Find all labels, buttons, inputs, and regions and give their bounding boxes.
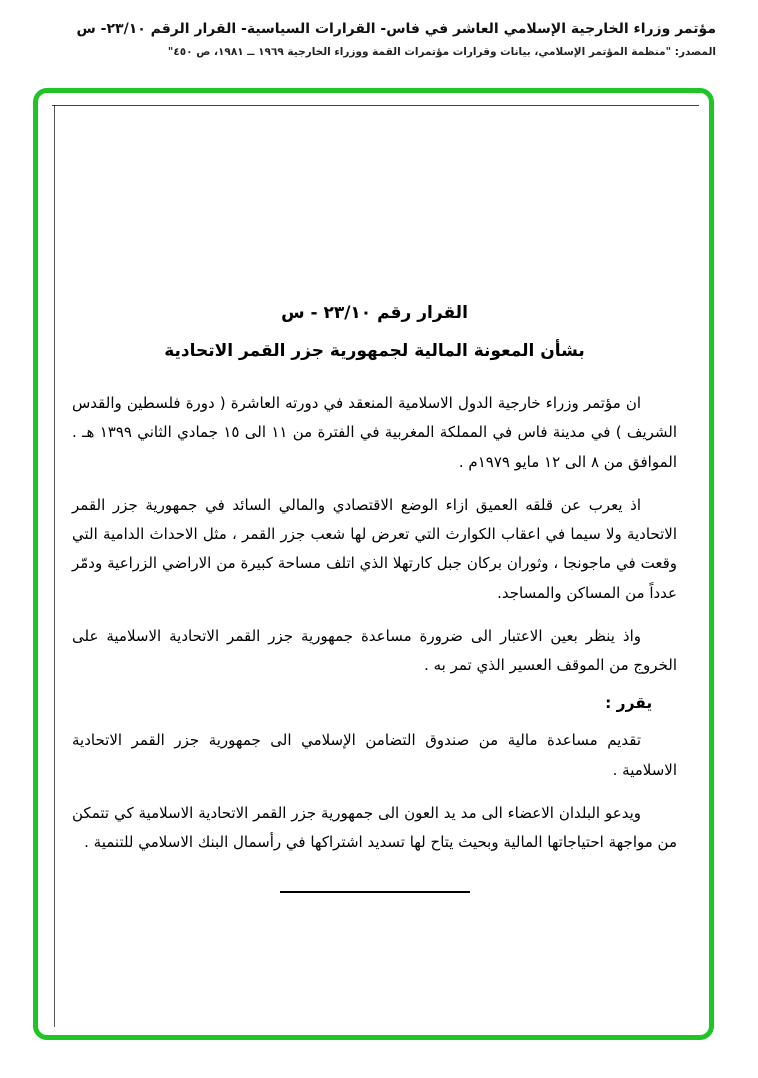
paragraph-preamble-session: ان مؤتمر وزراء خارجية الدول الاسلامية المنعقد في دورته العاشرة ( دورة فلسطين والقدس الشريف ) في مدينة فاس في المملكة المغربية في الفترة من ١١ الى ١٥ جمادي الثاني ١٣٩٩ هـ . الموافق من ٨ الى ١٢ مايو ١٩٧٩م . xyxy=(72,394,678,471)
document-content xyxy=(38,93,709,893)
paragraph-call-members: ويدعو البلدان الاعضاء الى مد يد العون الى جمهورية جزر القمر الاتحادية الاسلامية كي تتمكن من مواجهة احتياجاتها المالية وبحيث يتاح لها تسديد اشتراكها في رأسمال البنك الاسلامي للتنمية . xyxy=(72,803,677,851)
document-frame xyxy=(33,88,714,1040)
decision-label: يقرر : xyxy=(605,694,653,713)
header-source-line: المصدر: "منظمة المؤتمر الإسلامي، بيانات وقرارات مؤتمرات القمة ووزراء الخارجية ١٩٦٩ ــ ١٩٨١، ص ٤٥٠" xyxy=(167,45,716,58)
header-title: مؤتمر وزراء الخارجية الإسلامي العاشر في فاس- القرارات السياسية- القرار الرقم ٢٣/١٠- س xyxy=(76,21,716,37)
resolution-subtitle: بشأن المعونة المالية لجمهورية جزر القمر الاتحادية xyxy=(164,341,585,361)
paragraph-concern: اذ يعرب عن قلقه العميق ازاء الوضع الاقتصادي والمالي السائد في جمهورية جزر القمر الاتحادية ولا سيما في اعقاب الكوارث التي تعرض لها شعب جزر القمر ، مثل الاحداث الدامية التي وقعت في ماجونجا ، وثوران بركان جبل كارتهلا الذي اتلف مساحة كبيرة من الاراضي الزراعية ودمّر عدداً من المساكن والمساجد. xyxy=(72,495,677,602)
paragraph-decision-aid: تقديم مساعدة مالية من صندوق التضامن الإسلامي الى جمهورية جزر القمر الاتحادية الاسلامية . xyxy=(72,731,677,779)
resolution-title: القرار رقم ٢٣/١٠ - س xyxy=(281,303,468,323)
page-header xyxy=(0,0,758,58)
paragraph-consideration: واذ ينظر بعين الاعتبار الى ضرورة مساعدة جمهورية جزر القمر الاتحادية الاسلامية على الخروج من الموقف العسير الذي تمر به . xyxy=(72,626,677,674)
end-divider xyxy=(280,891,470,893)
